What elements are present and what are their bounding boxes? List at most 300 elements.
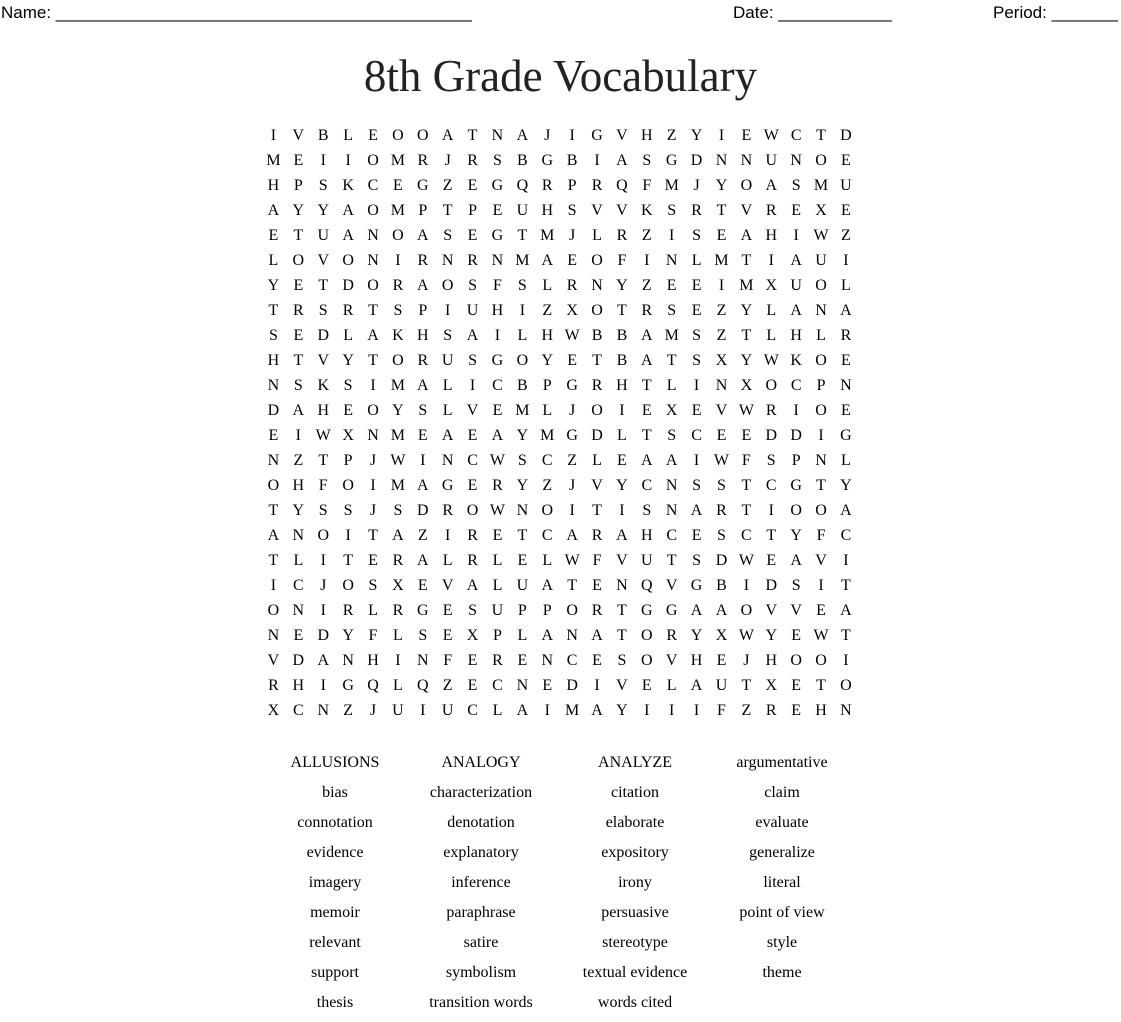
grid-letter: E <box>442 602 453 619</box>
grid-letter: I <box>320 552 326 569</box>
grid-letter: H <box>616 377 628 394</box>
grid-letter: R <box>417 152 429 169</box>
grid-letter: I <box>693 452 700 469</box>
grid-row <box>261 598 858 623</box>
grid-letter: E <box>293 627 304 644</box>
grid-letter: S <box>667 302 677 319</box>
word-bank-item: satire <box>463 934 499 951</box>
grid-letter: S <box>293 377 303 394</box>
grid-letter: U <box>516 577 529 594</box>
grid-letter: R <box>293 302 304 319</box>
grid-letter: E <box>417 427 428 444</box>
grid-letter: T <box>368 302 378 319</box>
grid-letter: L <box>841 452 851 469</box>
word-bank-item: claim <box>764 784 800 801</box>
grid-letter: W <box>489 452 506 469</box>
grid-letter: Q <box>516 177 529 194</box>
grid-letter: S <box>791 577 801 594</box>
grid-letter: A <box>641 452 653 469</box>
grid-letter: R <box>591 602 603 619</box>
grid-letter: T <box>442 202 453 219</box>
grid-letter: A <box>516 127 529 144</box>
grid-letter: E <box>293 277 304 294</box>
grid-letter: A <box>441 427 454 444</box>
grid-letter: Y <box>616 277 628 294</box>
grid-letter: U <box>815 252 827 269</box>
grid-letter: W <box>315 427 331 444</box>
grid-letter: L <box>293 552 304 569</box>
grid-letter: Z <box>666 127 677 144</box>
grid-letter: U <box>715 677 728 694</box>
grid-letter: E <box>268 427 279 444</box>
grid-letter: E <box>293 152 304 169</box>
grid-letter: D <box>790 427 802 444</box>
grid-letter: H <box>765 227 778 244</box>
grid-letter: A <box>616 152 628 169</box>
grid-letter: Y <box>267 277 280 294</box>
grid-letter: N <box>267 377 280 394</box>
grid-letter: L <box>442 552 453 569</box>
grid-letter: L <box>542 402 553 419</box>
word-bank-item: paraphrase <box>446 904 516 921</box>
grid-letter: O <box>641 627 653 644</box>
grid-letter: T <box>666 352 677 369</box>
grid-letter: X <box>267 702 280 719</box>
grid-letter: H <box>491 302 504 319</box>
grid-letter: A <box>740 227 753 244</box>
grid-letter: R <box>566 277 578 294</box>
grid-letter: I <box>469 377 476 394</box>
grid-letter: L <box>816 327 826 344</box>
grid-letter: V <box>292 127 305 144</box>
grid-letter: I <box>843 252 849 269</box>
grid-row <box>261 298 858 323</box>
grid-letter: E <box>467 427 478 444</box>
grid-letter: C <box>741 527 752 544</box>
page-title: 8th Grade Vocabulary <box>363 51 758 101</box>
grid-letter: S <box>318 502 328 519</box>
grid-letter: S <box>468 352 478 369</box>
grid-letter: V <box>267 652 280 669</box>
grid-letter: S <box>692 227 702 244</box>
grid-letter: L <box>542 277 553 294</box>
grid-letter: R <box>641 302 653 319</box>
grid-letter: A <box>840 302 852 319</box>
grid-letter: A <box>790 302 802 319</box>
grid-letter: O <box>516 352 529 369</box>
word-bank-item: style <box>766 934 798 951</box>
grid-letter: S <box>368 577 378 594</box>
grid-letter: G <box>491 352 504 369</box>
grid-letter: I <box>270 577 277 594</box>
grid-letter: T <box>716 202 727 219</box>
grid-letter: G <box>342 677 354 694</box>
grid-letter: E <box>467 652 478 669</box>
grid-letter: O <box>541 502 554 519</box>
grid-letter: O <box>641 652 653 669</box>
grid-letter: O <box>790 502 802 519</box>
grid-letter: L <box>368 602 378 619</box>
grid-letter: O <box>740 602 753 619</box>
grid-letter: R <box>392 602 404 619</box>
grid-row <box>261 348 858 373</box>
grid-letter: D <box>765 577 778 594</box>
period-field: Period: _______ <box>993 3 1118 22</box>
grid-letter: E <box>841 202 851 219</box>
grid-letter: V <box>715 402 728 419</box>
grid-letter: A <box>466 327 479 344</box>
grid-letter: B <box>517 377 528 394</box>
grid-letter: S <box>692 352 702 369</box>
grid-letter: Y <box>342 352 354 369</box>
grid-letter: S <box>517 452 527 469</box>
grid-letter: B <box>566 152 578 169</box>
word-bank-item: words cited <box>597 994 673 1011</box>
grid-letter: P <box>542 602 552 619</box>
grid-letter: N <box>815 452 827 469</box>
grid-letter: H <box>815 702 827 719</box>
grid-letter: S <box>418 627 428 644</box>
grid-letter: Y <box>516 477 529 494</box>
grid-letter: R <box>840 327 852 344</box>
grid-letter: F <box>493 277 502 294</box>
grid-letter: I <box>569 127 575 144</box>
grid-letter: L <box>393 677 403 694</box>
grid-letter: E <box>343 402 353 419</box>
grid-letter: I <box>693 702 700 719</box>
grid-row <box>261 198 858 223</box>
word-bank-item: transition words <box>429 994 533 1011</box>
grid-letter: N <box>267 627 280 644</box>
grid-letter: H <box>541 327 554 344</box>
grid-letter: N <box>840 377 852 394</box>
grid-letter: E <box>467 677 478 694</box>
grid-letter: I <box>718 277 725 294</box>
grid-letter: O <box>466 502 479 519</box>
grid-letter: E <box>567 352 578 369</box>
grid-letter: Z <box>542 302 553 319</box>
grid-letter: U <box>641 552 653 569</box>
grid-letter: Y <box>392 402 404 419</box>
grid-letter: T <box>641 377 652 394</box>
grid-letter: I <box>420 452 426 469</box>
grid-letter: O <box>441 277 454 294</box>
grid-letter: H <box>541 202 554 219</box>
grid-letter: V <box>815 552 827 569</box>
grid-letter: A <box>516 702 529 719</box>
grid-letter: N <box>591 277 603 294</box>
grid-letter: A <box>417 277 429 294</box>
grid-letter: X <box>466 627 479 644</box>
grid-letter: A <box>641 327 653 344</box>
grid-letter: L <box>517 327 528 344</box>
grid-letter: C <box>666 527 678 544</box>
grid-letter: T <box>741 677 752 694</box>
grid-letter: D <box>690 152 703 169</box>
grid-letter: W <box>390 452 406 469</box>
grid-letter: E <box>816 602 826 619</box>
grid-letter: U <box>441 702 454 719</box>
grid-letter: E <box>467 177 478 194</box>
grid-letter: Z <box>716 302 727 319</box>
grid-letter: R <box>591 527 603 544</box>
grid-letter: V <box>665 577 678 594</box>
grid-letter: O <box>317 527 329 544</box>
grid-letter: F <box>642 177 652 194</box>
grid-letter: J <box>369 452 377 469</box>
grid-letter: H <box>317 402 329 419</box>
grid-letter: M <box>266 152 281 169</box>
grid-letter: L <box>517 627 528 644</box>
grid-letter: I <box>818 577 824 594</box>
grid-row <box>261 498 858 523</box>
grid-letter: E <box>741 127 752 144</box>
grid-letter: Z <box>741 702 752 719</box>
word-bank-item: memoir <box>310 904 360 921</box>
grid-letter: G <box>840 427 852 444</box>
grid-letter: T <box>741 252 752 269</box>
grid-letter: S <box>468 277 478 294</box>
grid-letter: Y <box>516 427 529 444</box>
grid-letter: E <box>716 652 727 669</box>
grid-letter: N <box>541 652 554 669</box>
grid-letter: T <box>293 352 304 369</box>
grid-letter: E <box>691 302 702 319</box>
grid-letter: A <box>591 702 603 719</box>
grid-letter: J <box>369 502 377 519</box>
grid-letter: S <box>443 327 453 344</box>
grid-letter: T <box>268 302 279 319</box>
grid-row <box>261 623 858 648</box>
grid-letter: P <box>816 377 826 394</box>
grid-letter: S <box>791 177 801 194</box>
grid-row <box>261 273 858 298</box>
grid-letter: I <box>718 127 725 144</box>
word-bank-item: symbolism <box>445 964 517 981</box>
word-bank-item: connotation <box>297 814 373 831</box>
grid-letter: F <box>368 627 378 644</box>
grid-letter: Q <box>616 177 628 194</box>
grid-letter: P <box>493 627 502 644</box>
word-bank-item: expository <box>601 844 669 861</box>
grid-letter: S <box>692 327 702 344</box>
grid-letter: J <box>320 577 327 594</box>
grid-letter: C <box>541 452 553 469</box>
grid-letter: R <box>492 477 503 494</box>
grid-letter: E <box>666 277 677 294</box>
word-bank-item: elaborate <box>605 814 665 831</box>
grid-letter: A <box>417 477 429 494</box>
grid-letter: P <box>517 602 527 619</box>
grid-letter: A <box>591 627 603 644</box>
grid-letter: D <box>342 277 354 294</box>
grid-letter: W <box>763 352 779 369</box>
grid-letter: C <box>492 377 503 394</box>
grid-letter: W <box>489 502 506 519</box>
grid-letter: A <box>392 527 404 544</box>
grid-letter: S <box>393 502 403 519</box>
grid-letter: M <box>390 152 406 169</box>
grid-letter: B <box>616 327 628 344</box>
grid-letter: F <box>318 477 328 494</box>
grid-letter: J <box>544 127 551 144</box>
grid-letter: Z <box>641 277 652 294</box>
grid-letter: J <box>569 402 576 419</box>
grid-letter: I <box>644 702 650 719</box>
grid-letter: N <box>740 152 753 169</box>
grid-row <box>261 698 858 723</box>
grid-letter: E <box>641 677 652 694</box>
grid-letter: R <box>541 177 553 194</box>
grid-letter: O <box>367 402 379 419</box>
word-bank-item: imagery <box>308 874 362 891</box>
grid-letter: V <box>441 577 454 594</box>
grid-letter: T <box>268 552 279 569</box>
grid-letter: C <box>541 527 553 544</box>
grid-row <box>261 648 858 673</box>
grid-letter: Y <box>616 702 628 719</box>
grid-letter: V <box>466 402 479 419</box>
grid-letter: Z <box>417 527 428 544</box>
grid-letter: E <box>293 327 304 344</box>
grid-letter: D <box>566 677 578 694</box>
word-bank-item: theme <box>762 964 802 981</box>
grid-letter: E <box>542 677 553 694</box>
grid-letter: N <box>267 452 280 469</box>
grid-letter: Y <box>715 177 728 194</box>
grid-letter: B <box>591 327 603 344</box>
grid-letter: A <box>491 427 504 444</box>
grid-row <box>261 423 858 448</box>
grid-letter: M <box>540 427 555 444</box>
grid-letter: Y <box>541 352 554 369</box>
grid-letter: E <box>716 427 727 444</box>
grid-letter: Y <box>342 627 354 644</box>
grid-letter: V <box>616 202 628 219</box>
grid-letter: N <box>417 652 429 669</box>
grid-letter: N <box>292 602 305 619</box>
word-bank-item: citation <box>611 784 659 801</box>
grid-letter: E <box>691 527 702 544</box>
grid-letter: O <box>591 402 603 419</box>
grid-letter: X <box>392 577 404 594</box>
word-bank-item: characterization <box>429 784 533 801</box>
grid-letter: I <box>320 602 326 619</box>
grid-letter: N <box>715 152 728 169</box>
grid-letter: M <box>714 252 729 269</box>
grid-letter: A <box>715 602 728 619</box>
grid-letter: A <box>665 452 678 469</box>
grid-letter: W <box>564 327 580 344</box>
grid-letter: E <box>517 652 528 669</box>
grid-letter: A <box>342 202 354 219</box>
grid-letter: L <box>492 552 503 569</box>
grid-letter: C <box>293 577 304 594</box>
grid-letter: H <box>790 327 802 344</box>
word-bank-item: generalize <box>749 844 815 861</box>
grid-letter: S <box>418 402 428 419</box>
grid-letter: L <box>393 627 403 644</box>
grid-letter: O <box>267 602 280 619</box>
grid-row <box>261 573 858 598</box>
grid-letter: D <box>317 327 329 344</box>
grid-letter: C <box>467 702 478 719</box>
grid-letter: T <box>816 127 826 144</box>
grid-letter: N <box>516 502 529 519</box>
grid-letter: S <box>443 227 453 244</box>
grid-letter: P <box>418 302 428 319</box>
grid-letter: E <box>567 252 578 269</box>
grid-letter: I <box>445 302 451 319</box>
grid-letter: B <box>716 577 727 594</box>
grid-letter: S <box>318 177 328 194</box>
word-bank-item: support <box>311 964 359 981</box>
grid-letter: S <box>517 277 527 294</box>
grid-letter: Y <box>317 202 329 219</box>
grid-letter: G <box>491 227 504 244</box>
grid-letter: Y <box>840 477 852 494</box>
grid-row <box>261 223 858 248</box>
grid-letter: L <box>492 702 503 719</box>
grid-letter: I <box>693 377 700 394</box>
grid-letter: E <box>467 227 478 244</box>
grid-letter: D <box>292 652 305 669</box>
grid-letter: M <box>515 252 530 269</box>
grid-letter: L <box>666 377 677 394</box>
grid-letter: V <box>616 552 628 569</box>
word-bank-item: relevant <box>309 934 361 951</box>
grid-letter: R <box>417 352 429 369</box>
grid-letter: T <box>617 602 627 619</box>
grid-letter: T <box>343 552 353 569</box>
grid-letter: T <box>368 352 378 369</box>
grid-letter: S <box>692 552 702 569</box>
grid-letter: T <box>816 677 826 694</box>
grid-letter: V <box>591 202 603 219</box>
grid-letter: M <box>565 702 580 719</box>
grid-letter: L <box>492 577 503 594</box>
grid-letter: C <box>691 427 702 444</box>
grid-letter: P <box>293 177 303 194</box>
grid-letter: E <box>716 227 727 244</box>
grid-letter: M <box>390 427 406 444</box>
grid-letter: S <box>318 302 328 319</box>
grid-letter: H <box>367 652 379 669</box>
grid-row <box>261 173 858 198</box>
grid-letter: A <box>441 127 454 144</box>
word-bank-item: point of view <box>739 904 825 921</box>
grid-letter: G <box>566 427 578 444</box>
grid-letter: V <box>740 202 753 219</box>
grid-letter: E <box>442 627 453 644</box>
word-bank-item: persuasive <box>601 904 669 921</box>
grid-letter: R <box>442 502 454 519</box>
grid-letter: X <box>566 302 578 319</box>
grid-letter: D <box>840 127 852 144</box>
grid-letter: R <box>268 677 279 694</box>
grid-letter: R <box>467 252 478 269</box>
grid-letter: N <box>516 677 529 694</box>
grid-letter: O <box>815 152 827 169</box>
grid-letter: T <box>841 627 851 644</box>
grid-letter: H <box>267 352 280 369</box>
grid-letter: L <box>442 402 453 419</box>
grid-letter: Z <box>641 227 652 244</box>
grid-letter: S <box>468 602 478 619</box>
grid-letter: I <box>843 652 849 669</box>
grid-letter: V <box>317 352 329 369</box>
grid-letter: L <box>766 302 777 319</box>
